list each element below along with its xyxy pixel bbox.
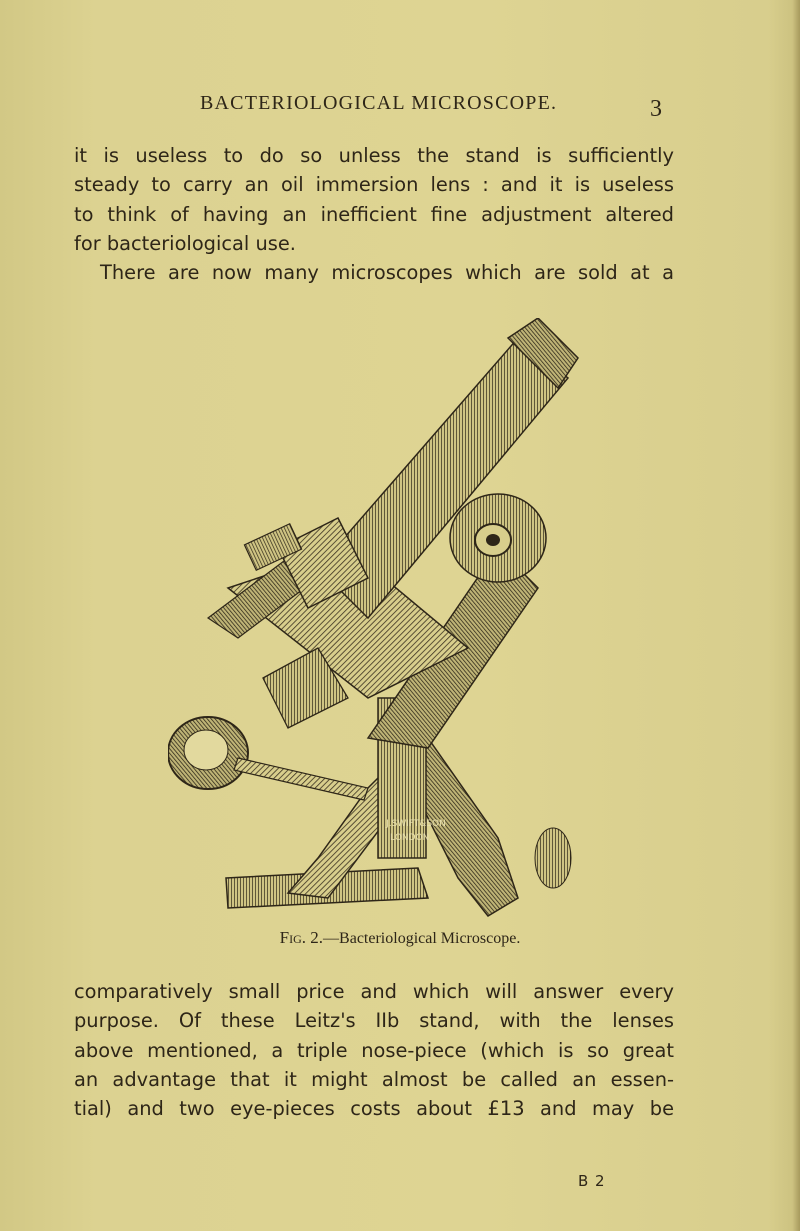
paragraph-top xyxy=(74,141,674,287)
mirror-arm xyxy=(234,758,368,800)
paragraph-bottom xyxy=(74,977,674,1123)
text-line: to think of having an inefficient fine adjustment altered xyxy=(74,202,674,226)
mirror-glass xyxy=(184,730,228,770)
figure-caption xyxy=(0,928,800,948)
text-line: steady to carry an oil immersion lens : and it is useless xyxy=(74,173,674,197)
text-line: purpose. Of these Leitz's IIb stand, with the lenses xyxy=(74,1009,674,1033)
signature-mark: B 2 xyxy=(578,1172,606,1190)
page-number: 3 xyxy=(650,96,662,122)
text-line: comparatively small price and which will answer every xyxy=(74,980,674,1003)
page-edge xyxy=(792,0,800,1231)
text-line: it is useless to do so unless the stand is sufficiently xyxy=(74,144,674,167)
caption-label: Fig. 2. xyxy=(279,928,324,947)
maker-engraving: J.SWIFT&SON xyxy=(386,819,446,829)
microscope-engraving xyxy=(168,318,588,918)
text-line: There are now many microscopes which are sold at a xyxy=(100,261,674,285)
running-title: BACTERIOLOGICAL MICROSCOPE. xyxy=(200,92,558,114)
caption-text: —Bacteriological Microscope. xyxy=(323,930,521,947)
text-line: for bacteriological use. xyxy=(74,231,296,255)
foot-tip xyxy=(535,828,571,888)
text-line: tial) and two eye-pieces costs about £13 and may be xyxy=(74,1097,674,1121)
text-line: above mentioned, a triple nose-piece (which is so great xyxy=(74,1038,674,1062)
maker-city-engraving: LONDON. xyxy=(390,833,433,843)
text-line: an advantage that it might almost be called an essen- xyxy=(74,1067,674,1091)
microscope-figure xyxy=(168,318,588,918)
knob-pin xyxy=(486,534,500,546)
page-header xyxy=(0,92,800,122)
